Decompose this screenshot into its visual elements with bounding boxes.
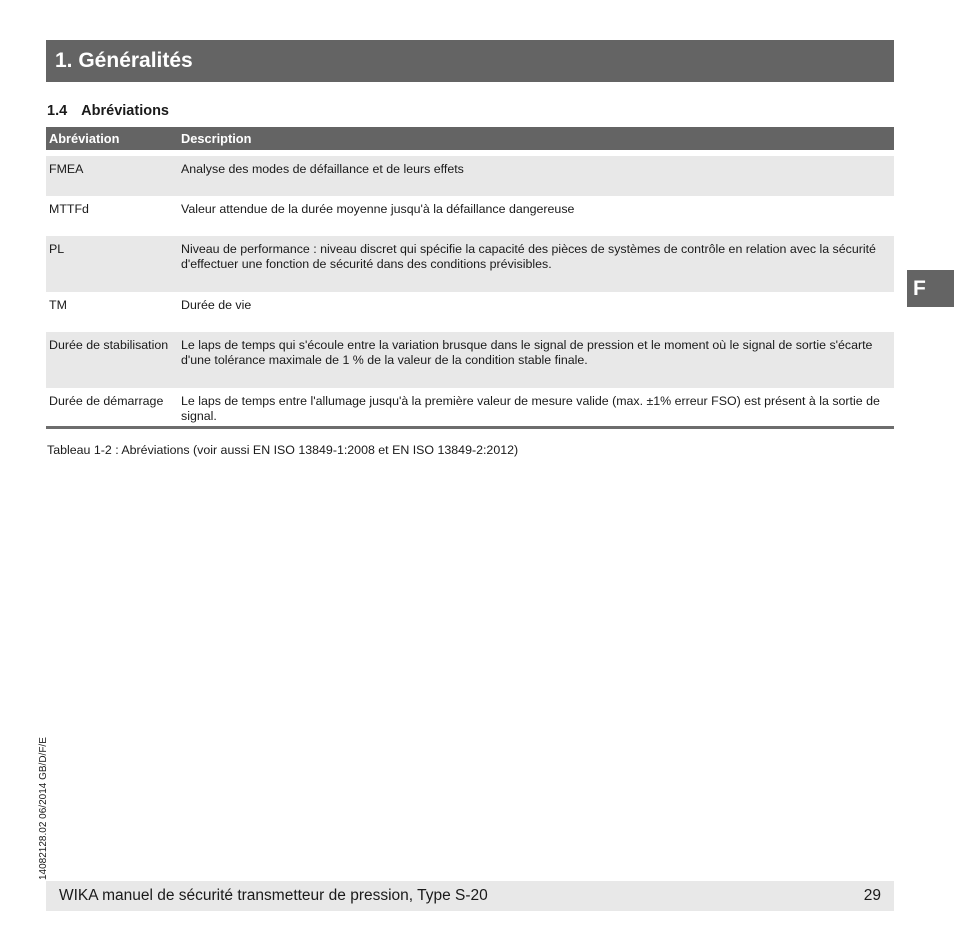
section-number: 1.4 [47, 103, 68, 119]
chapter-title: 1. Généralités [55, 49, 193, 72]
description-cell: Le laps de temps entre l'allumage jusqu'à la première valeur de mesure valide (max. ±1% erreur FSO) est présent à la sortie de signal. [178, 388, 894, 429]
description-cell: Niveau de performance : niveau discret qui spécifie la capacité des pièces de systèmes de contrôle en relation avec la sécurité d'effectuer une fonction de sécurité dans des conditions prévisibles. [178, 236, 894, 292]
page-number: 29 [863, 887, 881, 904]
table-row [46, 292, 894, 332]
description-cell: Analyse des modes de défaillance et de leurs effets [178, 156, 894, 196]
table-row [46, 388, 894, 429]
abbr-cell: Durée de stabilisation [46, 332, 178, 388]
table-row [46, 332, 894, 388]
table-row [46, 196, 894, 236]
section-title: Abréviations [81, 103, 170, 119]
abbr-cell: FMEA [46, 156, 178, 196]
column-header-description: Description [178, 127, 894, 156]
language-tab-label: F [913, 276, 926, 300]
abbr-cell: PL [46, 236, 178, 292]
table-row [46, 156, 894, 196]
abbr-cell: TM [49, 298, 67, 312]
abbr-cell: MTTFd [49, 202, 89, 216]
language-tab [907, 270, 954, 307]
table-caption: Tableau 1-2 : Abréviations (voir aussi EN ISO 13849-1:2008 et EN ISO 13849-2:2012) [47, 443, 519, 457]
footer-bar [46, 881, 894, 911]
section-heading [47, 103, 169, 119]
table-row [46, 236, 894, 292]
column-header-abbreviation: Abréviation [46, 127, 178, 156]
table-header-row [46, 127, 894, 156]
abbreviations-table [46, 127, 894, 429]
description-cell: Le laps de temps qui s'écoule entre la variation brusque dans le signal de pression et le moment où le signal de sortie s'écarte d'une tolérance maximale de 1 % de la valeur de la condition stable finale. [178, 332, 894, 388]
description-cell: Durée de vie [181, 298, 252, 312]
document-code: 14082128.02 06/2014 GB/D/F/E [38, 737, 49, 880]
description-cell: Valeur attendue de la durée moyenne jusqu'à la défaillance dangereuse [181, 202, 575, 216]
chapter-title-bar [46, 40, 894, 82]
abbr-cell: Durée de démarrage [46, 388, 178, 429]
footer-text: WIKA manuel de sécurité transmetteur de pression, Type S-20 [59, 887, 488, 904]
